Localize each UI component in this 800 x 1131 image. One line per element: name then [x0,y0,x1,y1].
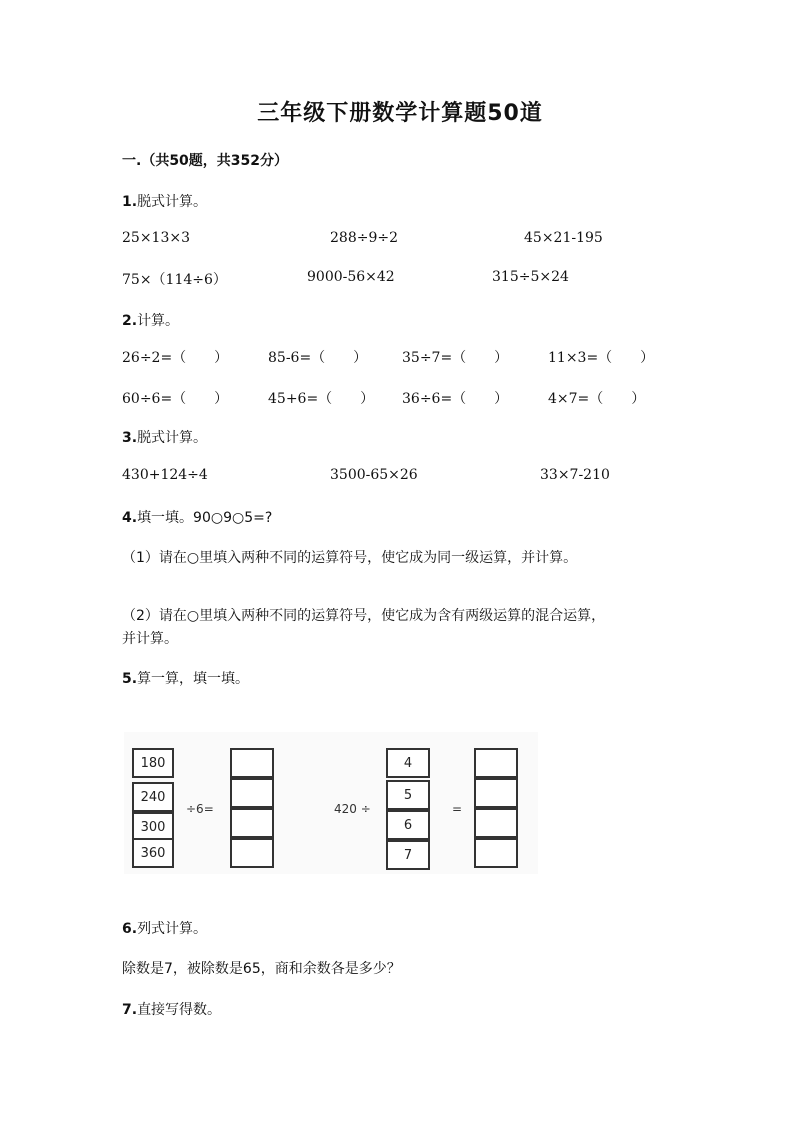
answer-cell[interactable] [474,748,518,778]
question-label: 直接写得数。 [137,1002,222,1018]
expression: 3500-65×26 [330,467,418,483]
question-label: 列式计算。 [137,921,208,937]
expression: 45×21-195 [524,230,603,246]
expression: 25×13×3 [122,230,190,246]
question-4 [122,507,272,527]
value-cell: 360 [132,838,174,868]
expression: 26÷2=（ ） [122,350,229,366]
question-number: 3. [122,430,138,446]
answer-cell[interactable] [474,838,518,868]
question-number: 7. [122,1002,138,1018]
question-number: 1. [122,194,138,210]
expression: 36÷6=（ ） [402,391,509,407]
value-cell: 300 [132,812,174,842]
question-number: 2. [122,313,138,329]
question-3 [122,427,207,447]
question-4-part-2-cont: 并计算。 [122,631,178,647]
answer-cell[interactable] [230,748,274,778]
question-1 [122,191,207,211]
expression: 60÷6=（ ） [122,391,229,407]
question-7 [122,999,221,1019]
expression: 85-6=（ ） [268,350,368,366]
equals-label: = [452,802,463,816]
question-label: 脱式计算。 [137,194,208,210]
section-header: 一.（共50题，共352分） [122,153,289,169]
question-label: 计算。 [137,313,180,329]
expression: 35÷7=（ ） [402,350,509,366]
expression: 9000-56×42 [307,269,395,285]
value-cell: 180 [132,748,174,778]
expression: 288÷9÷2 [330,230,398,246]
expression: 45+6=（ ） [268,391,375,407]
expression: 315÷5×24 [492,269,569,285]
expression: 33×7-210 [540,467,610,483]
question-number: 5. [122,671,138,687]
question-4-part-1: （1）请在○里填入两种不同的运算符号，使它成为同一级运算，并计算。 [122,550,578,566]
value-cell: 240 [132,782,174,812]
question-4-part-2: （2）请在○里填入两种不同的运算符号，使它成为含有两级运算的混合运算， [122,608,606,624]
expression: 430+124÷4 [122,467,208,483]
question-5 [122,668,249,688]
divide-by-six-label: ÷6= [186,802,214,816]
answer-cell[interactable] [230,838,274,868]
divisor-cell: 5 [386,780,430,810]
answer-cell[interactable] [474,808,518,838]
answer-cell[interactable] [474,778,518,808]
question-label: 填一填。90○9○5=? [137,510,273,526]
expression: 4×7=（ ） [548,391,646,407]
dividend-label: 420 ÷ [334,802,371,816]
answer-cell[interactable] [230,778,274,808]
question-6 [122,918,207,938]
question-number: 4. [122,510,138,526]
page-title: 三年级下册数学计算题50道 [257,101,543,126]
answer-cell[interactable] [230,808,274,838]
expression: 11×3=（ ） [548,350,655,366]
division-figure [124,732,538,874]
question-2 [122,310,179,330]
question-label: 算一算，填一填。 [137,671,250,687]
question-number: 6. [122,921,138,937]
divisor-cell: 7 [386,840,430,870]
divisor-cell: 4 [386,748,430,778]
question-6-text: 除数是7，被除数是65，商和余数各是多少？ [122,961,401,977]
expression: 75×（114÷6） [122,272,227,288]
question-label: 脱式计算。 [137,430,208,446]
divisor-cell: 6 [386,810,430,840]
